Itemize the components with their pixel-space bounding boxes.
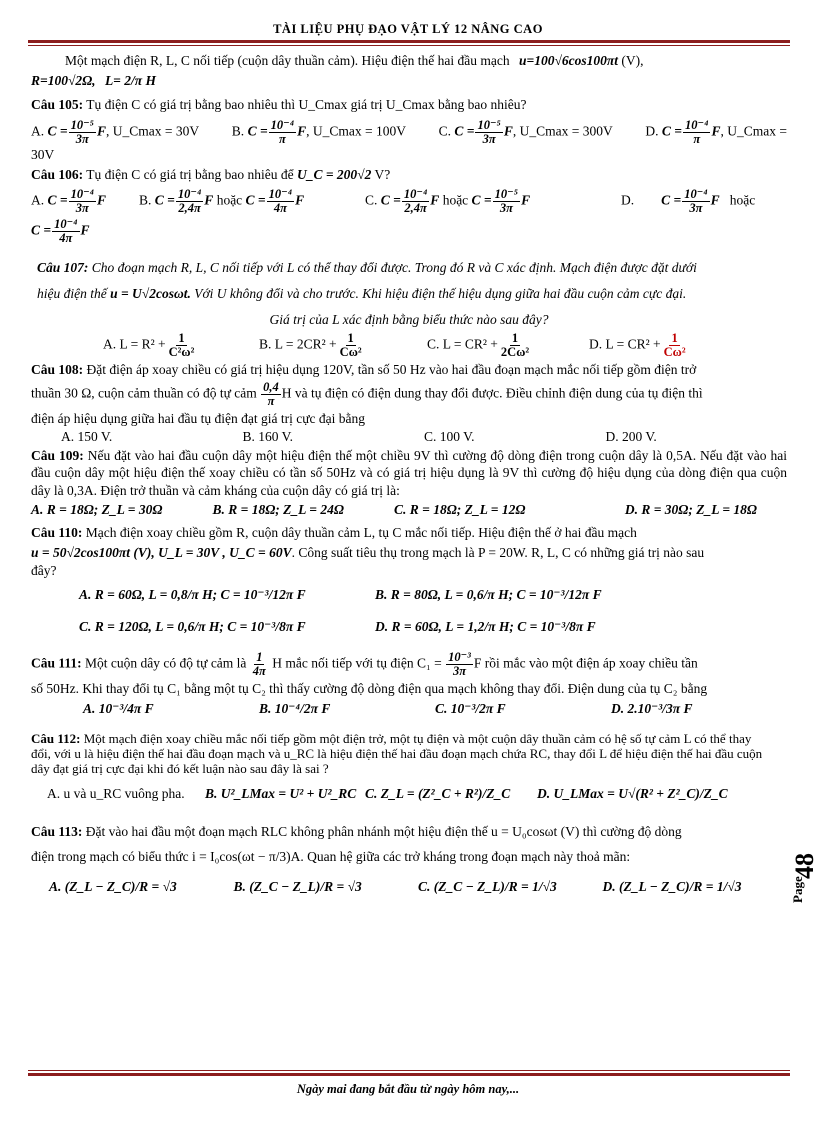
option-107-a: A. L = R² + $\frac{1}{\text{C²ω²}}$ <box>103 330 195 359</box>
or-text: hoặc <box>442 193 469 209</box>
option-text: D. L = CR² + <box>589 336 661 352</box>
option-110-a: A. R = 60Ω, L = 0,8/π H; C = 10⁻³/12π F <box>79 587 306 603</box>
question-105 <box>31 96 787 114</box>
intro-voltage-formula: u=100√6cos100πt <box>519 53 618 68</box>
options-106 <box>31 188 787 215</box>
question-text: Mạch điện xoay chiều gồm R, cuộn dây thuần cảm L, tụ C mắc nối tiếp. Hiệu điện thế ở hai đầu mạch <box>85 524 637 540</box>
question-107-line2 <box>31 285 787 303</box>
intro-inductance: L= 2/π H <box>104 73 156 89</box>
option-value: , U_Cmax = 300V <box>512 123 613 139</box>
question-111-line2: số 50Hz. Khi thay đổi tụ C₁ bằng một tụ C₂ thì thấy cường độ dòng điện qua mạch không thay đổi. Điện dung của tụ C₂ bằng <box>31 680 708 696</box>
question-110 <box>31 524 787 542</box>
options-105 <box>31 119 787 146</box>
option-107-b: B. L = 2CR² + $\frac{1}{\text{Cω²}}$ <box>259 330 362 359</box>
options-107 <box>103 332 787 359</box>
option-letter: B. <box>231 123 245 139</box>
denominator: 3π <box>482 131 496 146</box>
question-text: hiệu điện thế <box>37 286 107 302</box>
option-105-d: D. C = $\frac{\text{10⁻⁴}}{\pi}$ F, U_Cmax = <box>645 117 787 146</box>
option-105-a: A. C = $\frac{\text{10⁻⁵}}{3\pi}$ F, U_Cmax = 30V <box>31 117 200 146</box>
question-text: . Công suất tiêu thụ trong mạch là P = 20W. R, L, C có những giá trị nào sau <box>291 544 705 560</box>
question-110-line2 <box>31 544 787 562</box>
or-text: hoặc <box>216 193 243 209</box>
voltage-formula: u = 50√2cos100πt (V), U_L = 30V , U_C = 60V <box>31 544 292 560</box>
question-condition: U_C = 200√2 <box>296 167 372 183</box>
options-110-row1 <box>79 586 787 604</box>
question-text: Nếu đặt vào hai đầu cuộn dây một hiệu điện thế một chiều 9V thì cường độ dòng điện trong cuộn dây là 0,5A. Nếu đặt vào hai đầu cuộn dây một hiệu điện thế xoay chiều có tần số 50Hz và có giá trị hiệu dụng là 9V thì cường độ hiệu dụng của dòng điện qua cuộn dây là 0,3A. Điện trở thuần và cảm kháng của cuộn dây có giá trị là: <box>31 447 787 498</box>
question-113-line2: điện trong mạch có biểu thức i = I₀cos(ωt − π/3)A. Quan hệ giữa các trở kháng trong đoạn mạch này thoả mãn: <box>31 848 631 864</box>
option-106-d-continued: C = $\frac{\text{10⁻⁴}}{4\pi}$ F <box>31 216 90 245</box>
option-106-b: B. C = $\frac{\text{10⁻⁴}}{2,4\pi}$ F hoặc C = $\frac{\text{10⁻⁴}}{4\pi}$ F <box>139 187 305 216</box>
option-111-a: A. 10⁻³/4π F <box>83 701 154 717</box>
numerator: 10⁻⁵ <box>477 117 501 132</box>
option-105-b: B. C = $\frac{\text{10⁻⁴}}{\pi}$ F, U_Cmax = 100V <box>231 117 406 146</box>
options-108 <box>61 428 787 446</box>
question-108-line3: điện áp hiệu dụng giữa hai đầu tụ điện đạt giá trị cực đại bằng <box>31 411 366 427</box>
option-value: , U_Cmax = 100V <box>306 123 406 139</box>
option-111-c: C. 10⁻³/2π F <box>435 701 506 717</box>
header-rule <box>28 40 790 46</box>
intro-resistance: R=100√2Ω, <box>31 73 96 89</box>
page-number: 48 <box>790 853 819 879</box>
question-text: thuần 30 Ω, cuộn cảm thuần có độ tự cảm <box>31 385 257 401</box>
question-label: Câu 109: <box>31 447 84 463</box>
question-108 <box>31 361 787 379</box>
numerator: 10⁻⁴ <box>270 117 295 132</box>
option-112-d: D. U_LMax = U√(R² + Z²_C)/Z_C <box>537 786 728 802</box>
option-110-d: D. R = 60Ω, L = 1,2/π H; C = 10⁻³/8π F <box>375 619 596 635</box>
question-106 <box>31 166 787 184</box>
option-110-c: C. R = 120Ω, L = 0,6/π H; C = 10⁻³/8π F <box>79 619 306 635</box>
question-text: Cho đoạn mạch R, L, C nối tiếp với L có thể thay đổi được. Trong đó R và C xác định. Mạch điện được đặt dưới <box>91 259 697 275</box>
option-106-a: A. C = $\frac{\text{10⁻⁴}}{3\pi}$ F <box>31 187 107 216</box>
options-111 <box>83 700 787 718</box>
question-107 <box>31 259 787 277</box>
page-header: TÀI LIỆU PHỤ ĐẠO VẬT LÝ 12 NÂNG CAO <box>273 22 543 36</box>
question-text: Đặt điện áp xoay chiều có giá trị hiệu dụng 120V, tần số 50 Hz vào hai đầu đoạn mạch mắc nối tiếp gồm điện trở <box>86 361 697 377</box>
question-111: Câu 111: Một cuộn dây có độ tự cảm là $\frac{1}{4\pi}$ H mắc nối tiếp với tụ điện C₁ = $\frac{\text{10⁻³}}{3\pi}$ F rồi mắc vào một điện áp xoay chiều tần <box>31 649 698 678</box>
numerator: 10⁻⁵ <box>70 117 95 132</box>
question-text: Tụ điện C có giá trị bằng bao nhiêu để <box>86 167 294 183</box>
option-letter: A. <box>31 123 45 139</box>
question-label: Câu 111: <box>31 655 82 671</box>
option-letter: C. <box>438 123 451 139</box>
page-content <box>31 52 787 896</box>
question-label: Câu 105: <box>31 97 84 113</box>
options-113 <box>49 878 787 896</box>
option-106-c: C. C = $\frac{\text{10⁻⁴}}{2,4\pi}$ F hoặc C = $\frac{\text{10⁻⁵}}{3\pi}$ F <box>365 187 531 216</box>
question-text: H và tụ điện có điện dung thay đổi được. Điều chỉnh điện dung của tụ điện thì <box>281 385 703 401</box>
intro-paragraph <box>31 52 787 70</box>
question-text: Đặt vào hai đầu một đoạn mạch RLC không phân nhánh một hiệu điện thế u = U₀cosωt (V) thì cường độ dòng <box>85 824 682 840</box>
options-110-row2 <box>79 618 787 636</box>
question-108-line2: thuần 30 Ω, cuộn cảm thuần có độ tự cảm $\frac{0,4}{\pi}$ H và tụ điện có điện dung thay đổi được. Điều chỉnh điện dung của tụ điện thì <box>31 379 703 409</box>
option-105-c: C. C = $\frac{\text{10⁻⁵}}{3\pi}$ F, U_Cmax = 300V <box>438 117 613 146</box>
question-112 <box>31 732 787 777</box>
question-text: Một mạch điện xoay chiều mắc nối tiếp gồm một điện trở, một tụ điện và một cuộn dây thuần cảm có hệ số tự cảm L có thể thay đổi, với u là hiệu điện thế hai đầu đoạn mạch và u_RC là hiệu điện thế hai đầu đoạn mạch chứa RC, thay đổi L để hiệu điện thế hai đầu cuộn dây đạt giá trị cực đại khi đó kết luận nào sau đây là sai ? <box>31 731 763 777</box>
option-text: A. L = R² + <box>103 336 166 352</box>
option-107-d: D. L = CR² + $\frac{1}{\text{Cω²}}$ <box>589 330 686 359</box>
question-unit: V? <box>374 167 391 183</box>
option-value: , U_Cmax = <box>720 123 787 139</box>
option-109-d: D. R = 30Ω; Z_L = 18Ω <box>624 502 757 518</box>
or-text: hoặc <box>729 193 756 209</box>
option-109-c: C. R = 18Ω; Z_L = 12Ω <box>394 502 526 518</box>
page-footer: Ngày mai đang bắt đầu từ ngày hôm nay,... <box>296 1082 520 1096</box>
option-109-a: A. R = 18Ω; Z_L = 30Ω <box>31 502 163 518</box>
option-expr: C = <box>47 123 68 139</box>
option-fraction <box>69 119 96 146</box>
denominator: π <box>278 131 286 146</box>
voltage-formula: u = U√2cosωt. <box>110 286 191 302</box>
intro-params <box>31 72 787 90</box>
question-109 <box>31 447 787 500</box>
option-113-b: B. (Z_C − Z_L)/R = √3 <box>233 878 362 894</box>
option-text: B. L = 2CR² + <box>259 336 337 352</box>
question-110-line3: đây? <box>31 562 57 578</box>
option-106-d: D. C = $\frac{\text{10⁻⁴}}{3\pi}$ F hoặc <box>621 187 756 216</box>
page-number-sidebar <box>790 845 820 905</box>
option-110-b: B. R = 80Ω, L = 0,6/π H; C = 10⁻³/12π F <box>375 587 602 603</box>
option-value: , U_Cmax = 30V <box>106 123 200 139</box>
question-text: F rồi mắc vào một điện áp xoay chiều tần <box>473 655 698 671</box>
option-108-c: C. 100 V. <box>424 429 475 445</box>
numerator: 10⁻⁴ <box>685 117 709 132</box>
question-text: Với U không đổi và cho trước. Khi hiệu điện thế hiệu dụng giữa hai đầu cuộn cảm cực đại. <box>194 286 687 302</box>
question-label: Câu 113: <box>31 824 83 840</box>
denominator: π <box>693 131 701 146</box>
intro-text: Một mạch điện R, L, C nối tiếp (cuộn dây thuần cảm). Hiệu điện thế hai đầu mạch <box>65 53 510 68</box>
option-111-b: B. 10⁻⁴/2π F <box>259 701 331 717</box>
option-108-d: D. 200 V. <box>605 429 657 445</box>
question-label: Câu 107: <box>37 259 89 275</box>
denominator: 3π <box>75 131 89 146</box>
option-112-c: C. Z_L = (Z²_C + R²)/Z_C <box>365 786 511 802</box>
option-112-a: A. u và u_RC vuông pha. <box>47 786 185 802</box>
question-label: Câu 106: <box>31 167 84 183</box>
question-label: Câu 108: <box>31 361 84 377</box>
question-text: Một cuộn dây có độ tự cảm là <box>85 655 247 671</box>
option-107-c: C. L = CR² + $\frac{1}{\text{2Cω²}}$ <box>427 330 530 359</box>
question-label: Câu 112: <box>31 731 81 747</box>
option-108-a: A. 150 V. <box>61 429 113 445</box>
question-label: Câu 110: <box>31 524 83 540</box>
option-text: C. L = CR² + <box>427 336 498 352</box>
question-107-line3: Giá trị của L xác định bằng biểu thức nào sau đây? <box>269 312 549 328</box>
question-text: Tụ điện C có giá trị bằng bao nhiêu thì U_Cmax giá trị U_Cmax bằng bao nhiêu? <box>86 97 527 113</box>
option-105-d-continued: 30V <box>31 146 55 162</box>
option-109-b: B. R = 18Ω; Z_L = 24Ω <box>212 502 344 518</box>
option-111-d: D. 2.10⁻³/3π F <box>611 701 693 717</box>
option-108-b: B. 160 V. <box>242 429 294 445</box>
options-109 <box>31 501 787 519</box>
page-label: Page <box>790 876 805 903</box>
option-113-a: A. (Z_L − Z_C)/R = √3 <box>49 878 177 894</box>
question-113 <box>31 823 787 841</box>
intro-unit: (V), <box>621 53 644 68</box>
option-112-b: B. U²_LMax = U² + U²_RC <box>205 786 357 802</box>
question-text: H mắc nối tiếp với tụ điện C₁ = <box>272 655 442 671</box>
footer-rule <box>28 1070 790 1076</box>
option-letter: D. <box>645 123 659 139</box>
options-112 <box>47 785 787 803</box>
option-113-c: C. (Z_C − Z_L)/R = 1/√3 <box>418 878 557 894</box>
option-113-d: D. (Z_L − Z_C)/R = 1/√3 <box>602 878 742 894</box>
